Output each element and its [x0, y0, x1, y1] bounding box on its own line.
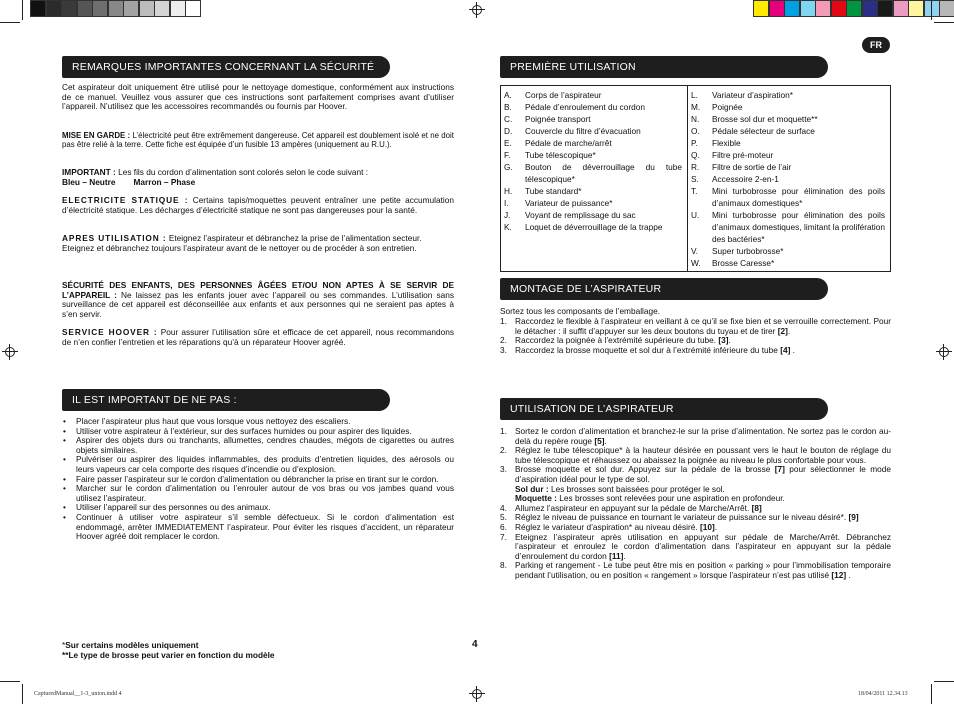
list-item-text: Utiliser l’appareil sur des personnes ou des animaux.: [76, 502, 271, 513]
warning-label: MISE EN GARDE :: [62, 131, 131, 140]
footnote-brush-text: Le type de brosse peut varier en fonction du modèle: [68, 650, 275, 660]
part-row: [691, 113, 885, 125]
color-swatch: [908, 0, 924, 17]
usage-section-title: UTILISATION DE L’ASPIRATEUR: [500, 398, 828, 420]
wire-neutral: Bleu – Neutre: [62, 176, 116, 187]
step-number: 7.: [500, 531, 507, 542]
child-safety-text: Ne laissez pas les enfants jouer avec l’appareil ou ses commandes. L’utilisation sans surveillance de cet appareil est déconseillée aux enfants et aux personnes qui ne seraient pas aptes à s’en servir.: [62, 289, 454, 319]
step-text-tail: .: [787, 325, 791, 336]
step-text: Brosse moquette et sol dur. Appuyez sur la pédale de la brosse: [515, 464, 771, 475]
list-item: [62, 436, 454, 455]
slug-timestamp: 18/04/2011 12.34.13: [858, 691, 908, 697]
step-text: Eteignez l’aspirateur après utilisation en appuyant sur pédale de Marche/Arrêt. Débranchez l’aspirateur et enroulez le cordon d’alimentation dans l’aspirateur en appuyant sur la pédale d’enroulement du cordon: [515, 531, 891, 561]
figure-reference: [5]: [594, 435, 605, 446]
step-item: [500, 533, 891, 562]
step-item: [500, 427, 891, 446]
figure-reference: [4]: [780, 344, 791, 355]
footnote-brush: [62, 651, 362, 661]
list-item-text: Aspirer des objets durs ou tranchants, allumettes, cendres chaudes, mégots de cigarettes ou autres objets similaires.: [76, 435, 454, 455]
slug-file-info: CapturedManual__1-3_union.indd 4: [34, 691, 122, 697]
step-number: 3.: [500, 344, 507, 355]
gray-swatch: [108, 0, 124, 17]
step-number: 2.: [500, 445, 507, 456]
step-text-tail: .: [714, 521, 718, 532]
color-swatch: [784, 0, 800, 17]
step-text-tail: .: [623, 550, 626, 561]
part-name: Tube télescopique*: [525, 150, 596, 160]
list-item: [62, 484, 454, 503]
footnote-star: *: [62, 640, 66, 650]
warning-paragraph: [62, 131, 454, 150]
part-letter: S.: [691, 174, 699, 184]
part-letter: Q.: [691, 150, 700, 160]
part-letter: G.: [504, 162, 513, 172]
part-row: [691, 257, 885, 269]
part-letter: C.: [504, 114, 513, 124]
step-text: Réglez le niveau de puissance en tournant le variateur de puissance sur le niveau désiré*.: [515, 512, 847, 523]
parts-divider: [687, 86, 688, 271]
part-letter: O.: [691, 126, 700, 136]
part-row: [504, 221, 682, 233]
crop-mark: [22, 684, 23, 704]
safety-intro: Cet aspirateur doit uniquement être utilisé pour le nettoyage domestique, conformément aux instructions de ce manuel. Veuillez vous assurer que ces instructions sont parfaitement comprises avant d’utiliser l’appareil. N’utilisez que les accessoires recommandés ou fournis par Hoover.: [62, 82, 454, 112]
color-swatch: [769, 0, 785, 17]
registration-crosshair-icon: [2, 344, 18, 360]
service-paragraph: [62, 328, 454, 347]
crop-mark: [934, 22, 954, 23]
step-text: Raccordez le flexible à l’aspirateur en veillant à ce qu’il se fixe bien et se verrouille correctement. Pour le détacher : il suffit d’appuyer sur les deux boutons du tuyau et de tirer: [515, 316, 891, 336]
part-row: [691, 125, 885, 137]
part-letter: I.: [504, 198, 509, 208]
first-use-section-title: PREMIÈRE UTILISATION: [500, 56, 828, 78]
step-text: Réglez le variateur d’aspiration* au niveau désiré.: [515, 521, 698, 532]
part-row: [691, 209, 885, 245]
step-text-tail: .: [846, 569, 851, 580]
part-name: Super turbobrosse*: [712, 246, 784, 256]
part-name: Variateur d’aspiration*: [712, 90, 794, 100]
step-item: [500, 561, 891, 580]
bullet-icon: •: [63, 425, 66, 436]
part-name: Mini turbobrosse pour élimination des poils d’animaux domestiques, limitant la prolifération des bactéries*: [712, 210, 885, 244]
child-safety-paragraph: [62, 281, 454, 319]
step-text-tail: .: [604, 435, 607, 446]
step-item: [500, 317, 891, 336]
part-name: Corps de l’aspirateur: [525, 90, 602, 100]
service-text: Pour assurer l’utilisation sûre et efficace de cet appareil, nous recommandons de n’en confier l’entretien et les réparations qu’à un réparateur Hoover agréé.: [62, 327, 454, 347]
list-item-text: Utiliser votre aspirateur à l’extérieur, sur des surfaces humides ou pour aspirer des liquides.: [76, 425, 412, 436]
figure-reference: [11]: [609, 550, 624, 561]
parts-column-right: [691, 89, 885, 269]
part-letter: T.: [691, 186, 698, 196]
part-row: [504, 137, 682, 149]
step-text: Allumez l’aspirateur en appuyant sur la pédale de Marche/Arrêt.: [515, 502, 750, 513]
bullet-icon: •: [63, 435, 66, 446]
part-row: [691, 245, 885, 257]
figure-reference: [3]: [718, 335, 729, 346]
part-letter: H.: [504, 186, 513, 196]
part-letter: K.: [504, 222, 512, 232]
part-name: Brosse Caresse*: [712, 258, 775, 268]
gray-swatch: [61, 0, 77, 17]
safety-section-title: REMARQUES IMPORTANTES CONCERNANT LA SÉCURITÉ: [62, 56, 390, 78]
part-row: [504, 113, 682, 125]
step-text: Raccordez la brosse moquette et sol dur à l’extrémité inférieure du tube: [515, 344, 778, 355]
part-row: [504, 197, 682, 209]
part-row: [691, 137, 885, 149]
step-text-tail: .: [728, 335, 731, 346]
step-number: 1.: [500, 426, 507, 436]
gray-swatch: [139, 0, 155, 17]
step-text-tail: pour sélectionner le mode d’aspiration idéal pour le type de sol.: [515, 464, 891, 484]
gray-swatch: [123, 0, 139, 17]
part-name: Poignée: [712, 102, 743, 112]
hard-floor-mode-text: Les brosses sont baissées pour protéger le sol.: [548, 483, 725, 494]
gray-swatch: [30, 0, 46, 17]
part-letter: N.: [691, 114, 700, 124]
crop-mark: [0, 681, 20, 682]
figure-reference: [10]: [699, 521, 715, 532]
part-letter: V.: [691, 246, 699, 256]
figure-reference: [9]: [848, 512, 859, 523]
part-name: Tube standard*: [525, 186, 582, 196]
step-item: [500, 465, 891, 484]
important-text: Les fils du cordon d’alimentation sont colorés selon le code suivant :: [115, 167, 369, 177]
part-name: Bouton de déverrouillage du tube télescopique*: [525, 162, 682, 184]
step-number: 8.: [500, 560, 507, 571]
part-letter: R.: [691, 162, 700, 172]
step-item: [500, 446, 891, 465]
after-use-text-2: Eteignez et débranchez toujours l’aspirateur avant de le nettoyer ou de procéder à son entretien.: [62, 242, 417, 253]
after-use-label: APRES UTILISATION :: [62, 233, 167, 243]
important-paragraph: [62, 168, 454, 187]
step-number: 4.: [500, 502, 507, 513]
carpet-mode-label: Moquette :: [515, 493, 557, 504]
step-number: 5.: [500, 512, 507, 523]
static-label: ELECTRICITE STATIQUE :: [62, 195, 189, 205]
list-item-text: Marcher sur le cordon d’alimentation ou l’enrouler autour de vos bras ou vos jambes quand vous utilisez l’aspirateur.: [76, 483, 454, 503]
part-name: Pédale de marche/arrêt: [525, 138, 612, 148]
assembly-steps: [500, 317, 891, 355]
part-name: Variateur de puissance*: [525, 198, 613, 208]
part-name: Pédale sélecteur de surface: [712, 126, 815, 136]
crop-mark: [0, 22, 20, 23]
color-swatch: [893, 0, 909, 17]
assembly-section-title: MONTAGE DE L’ASPIRATEUR: [500, 278, 828, 300]
part-letter: B.: [504, 102, 512, 112]
part-name: Filtre pré-moteur: [712, 150, 774, 160]
gray-swatch: [46, 0, 62, 17]
part-row: [504, 125, 682, 137]
part-row: [504, 101, 682, 113]
color-swatch: [877, 0, 893, 17]
crop-mark: [934, 681, 954, 682]
assembly-intro: Sortez tous les composants de l’emballage.: [500, 306, 661, 316]
registration-crosshair-icon: [469, 686, 485, 702]
color-swatch: [862, 0, 878, 17]
color-swatch: [831, 0, 847, 17]
part-letter: W.: [691, 258, 701, 268]
part-name: Mini turbobrosse pour élimination des poils d’animaux domestiques*: [712, 186, 885, 208]
color-swatch: [800, 0, 816, 17]
part-letter: L.: [691, 90, 698, 100]
after-use-text: Eteignez l’aspirateur et débranchez la prise de l’alimentation secteur.: [166, 233, 422, 243]
important-label: IMPORTANT :: [62, 167, 116, 177]
figure-reference: [2]: [777, 325, 788, 336]
language-badge: FR: [862, 37, 890, 53]
gray-swatch: [92, 0, 108, 17]
figure-reference: [7]: [774, 464, 785, 475]
step-item: [500, 346, 891, 356]
part-row: [504, 209, 682, 221]
step-number: 1.: [500, 316, 507, 326]
part-row: [504, 149, 682, 161]
part-row: [691, 149, 885, 161]
part-name: Voyant de remplissage du sac: [525, 210, 636, 220]
part-letter: A.: [504, 90, 512, 100]
part-letter: E.: [504, 138, 512, 148]
registration-crosshair-icon: [469, 2, 485, 18]
part-row: [504, 161, 682, 185]
part-row: [504, 185, 682, 197]
footnote-models-text: Sur certains modèles uniquement: [65, 640, 199, 650]
part-row: [691, 173, 885, 185]
crop-mark: [931, 684, 932, 704]
gray-swatch: [185, 0, 201, 17]
part-name: Accessoire 2-en-1: [712, 174, 779, 184]
part-name: Poignée transport: [525, 114, 591, 124]
part-row: [691, 89, 885, 101]
part-letter: J.: [504, 210, 511, 220]
part-row: [691, 101, 885, 113]
list-item: [62, 513, 454, 542]
crop-mark: [22, 0, 23, 20]
bullet-icon: •: [63, 511, 66, 522]
color-swatch: [939, 0, 954, 17]
figure-reference: [8]: [751, 502, 762, 513]
list-item-text: Pulvériser ou aspirer des liquides inflammables, des produits d’entretien liquides, des aérosols ou leurs vapeurs car cela comporte des risques d’incendie ou d’explosion.: [76, 454, 454, 474]
part-name: Couvercle du filtre d’évacuation: [525, 126, 641, 136]
bullet-icon: •: [63, 416, 66, 426]
crop-mark: [931, 0, 932, 20]
part-name: Loquet de déverrouillage de la trappe: [525, 222, 663, 232]
color-swatch: [753, 0, 769, 17]
part-letter: U.: [691, 210, 700, 220]
list-item: [62, 455, 454, 474]
service-label: SERVICE HOOVER :: [62, 327, 158, 337]
part-name: Flexible: [712, 138, 741, 148]
color-swatch: [815, 0, 831, 17]
donts-list: [62, 417, 454, 542]
carpet-mode-text: Les brosses sont relevées pour une aspiration en profondeur.: [556, 493, 785, 504]
parts-column-left: [504, 89, 682, 233]
step-text: Parking et rangement - Le tube peut être mis en position « parking » pour l’immobilisation temporaire pendant l’utilisation, ou en position « rangement » lorsque l’aspirateur n’est pas utilisé: [515, 560, 891, 580]
bullet-icon: •: [63, 454, 66, 465]
donts-section-title: IL EST IMPORTANT DE NE PAS :: [62, 389, 390, 411]
child-safety-label: SÉCURITÉ DES ENFANTS, DES PERSONNES ÂGÉES ET/OU NON APTES À SE SERVIR DE L’APPAREIL :: [62, 280, 454, 300]
list-item-text: Continuer à utiliser votre aspirateur s’il semble défectueux. Si le cordon d’alimentation est endommagé, arrêter IMMEDIATEMENT l’aspirateur. Pour éviter les risques d’accident, un réparateur Hoover agréé doit remplacer le cordon.: [76, 511, 454, 542]
usage-steps: [500, 427, 891, 581]
gray-swatch: [77, 0, 93, 17]
after-use-paragraph: [62, 234, 454, 253]
part-name: Brosse sol dur et moquette**: [712, 114, 818, 124]
step-text: Raccordez la poignée à l’extrémité supérieure du tube.: [515, 335, 717, 346]
registration-crosshair-icon: [936, 344, 952, 360]
part-row: [504, 89, 682, 101]
figure-reference: [12]: [831, 569, 847, 580]
step-text: Réglez le tube télescopique* à la hauteur désirée en poussant vers le haut le bouton de réglage du tube télescopique et réhaussez ou abaissez la poignée au niveau le plus confortable pour vous.: [515, 445, 891, 465]
bullet-icon: •: [63, 473, 66, 484]
bullet-icon: •: [63, 483, 66, 494]
parts-table: [500, 85, 891, 272]
part-letter: F.: [504, 150, 511, 160]
step-text-tail: .: [790, 344, 795, 355]
gray-swatch: [154, 0, 170, 17]
step-number: 6.: [500, 521, 507, 532]
footnote-double-star: **: [62, 650, 69, 660]
part-letter: P.: [691, 138, 698, 148]
part-name: Pédale d’enroulement du cordon: [525, 102, 645, 112]
part-letter: D.: [504, 126, 513, 136]
list-item-text: Faire passer l’aspirateur sur le cordon d’alimentation ou débrancher la prise en tirant sur le cordon.: [76, 473, 439, 484]
page-number: 4: [472, 639, 478, 650]
part-row: [691, 161, 885, 173]
gray-swatch: [170, 0, 186, 17]
static-paragraph: [62, 196, 454, 215]
step-number: 3.: [500, 464, 507, 475]
color-swatch: [846, 0, 862, 17]
step-number: 2.: [500, 335, 507, 346]
list-item-text: Placer l’aspirateur plus haut que vous lorsque vous nettoyez des escaliers.: [76, 416, 351, 426]
part-row: [691, 185, 885, 209]
bullet-icon: •: [63, 502, 66, 513]
warning-text: L’électricité peut être extrêmement dangereuse. Cet appareil est doublement isolé et ne doit pas être relié à la terre. Cette fiche est équipée d’un fusible 13 ampères (uniquement au R.U.).: [62, 131, 454, 150]
hard-floor-mode-label: Sol dur :: [515, 483, 549, 494]
wire-phase: Marron – Phase: [133, 176, 196, 187]
part-letter: M.: [691, 102, 701, 112]
part-name: Filtre de sortie de l’air: [712, 162, 792, 172]
static-text: Certains tapis/moquettes peuvent entraîner une petite accumulation d’électricité statique. Les décharges d’électricité statique ne sont pas dangereuses pour la santé.: [62, 195, 454, 215]
step-text: Sortez le cordon d’alimentation et branchez-le sur la prise d’alimentation. Ne sortez pas le cordon au-delà du repère rouge: [515, 426, 891, 446]
